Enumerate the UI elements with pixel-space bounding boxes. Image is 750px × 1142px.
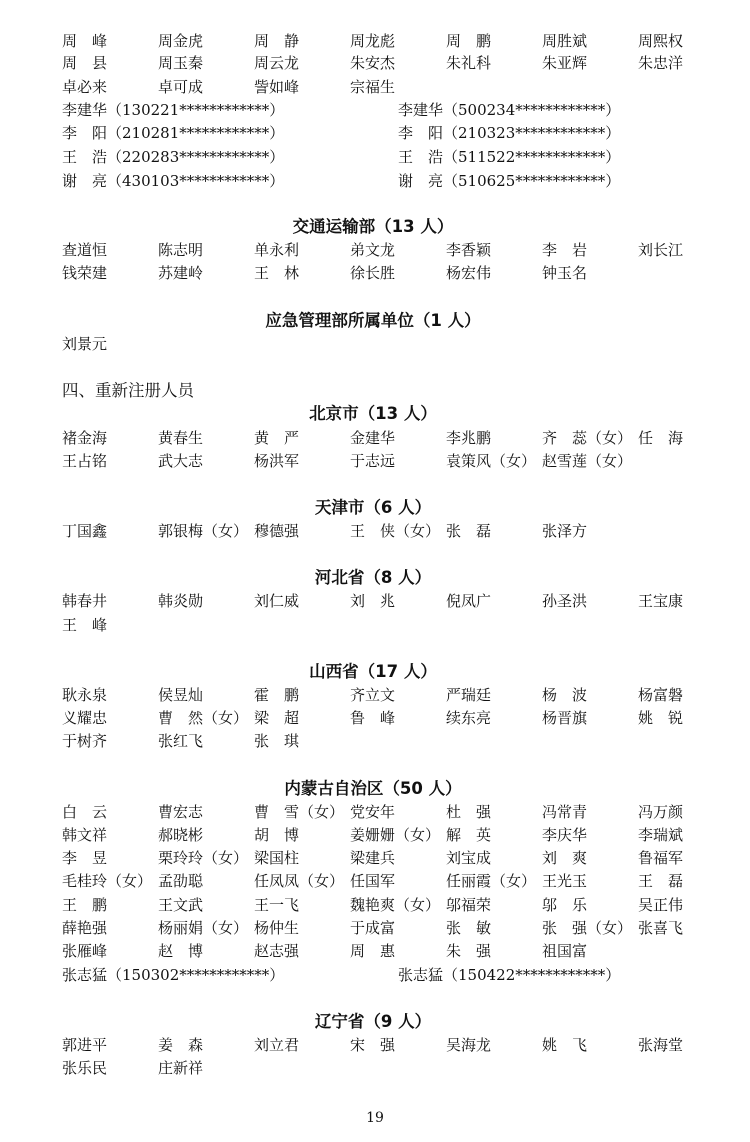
person-name: 刘长江 [638,241,684,259]
person-name: 钱荣建 [62,264,108,282]
person-name: 冯万颜 [638,803,684,821]
person-name: 张乐民 [62,1059,108,1077]
id-row [62,146,702,168]
person-name: 周龙彪 [350,32,396,50]
person-name: 陈志明 [158,241,204,259]
person-name: 黄春生 [158,429,204,447]
section-heading: 内蒙古自治区（50 人） [284,779,462,798]
person-name: 王文武 [158,896,204,914]
person-name: 朱 强 [446,942,492,960]
person-name: 齐立文 [350,686,396,704]
person-name: 姚 锐 [638,709,684,727]
person-name: 任 海 [638,429,684,447]
person-name: 韩春井 [62,592,108,610]
person-name: 周金虎 [158,32,204,50]
person-name: 李 昱 [62,849,108,867]
person-name: 赵 博 [158,942,204,960]
person-name: 张海堂 [638,1036,684,1054]
name-row [62,427,702,449]
section-heading: 辽宁省（9 人） [314,1012,432,1031]
person-id-entry: 李 阳（210323************） [398,124,621,142]
id-row [62,964,702,986]
person-name: 张红飞 [158,732,204,750]
person-name: 查道恒 [62,241,108,259]
person-name: 刘 兆 [350,592,396,610]
name-row [62,917,702,939]
person-name: 李庆华 [542,826,588,844]
person-name: 武大志 [158,452,204,470]
person-name: 李香颖 [446,241,492,259]
name-row [62,1034,702,1056]
person-name: 穆德强 [254,522,300,540]
person-name: 任国军 [350,872,396,890]
person-name: 单永利 [254,241,300,259]
name-row [62,520,702,542]
person-name: 张 琪 [254,732,300,750]
person-name: 韩炎勋 [158,592,204,610]
section-heading: 应急管理部所属单位（1 人） [265,311,481,330]
name-row [62,707,702,729]
page-number: 19 [366,1110,384,1126]
person-name: 刘景元 [62,335,108,353]
person-name: 朱礼科 [446,54,492,72]
person-name: 周熙权 [638,32,684,50]
person-name: 王光玉 [542,872,588,890]
person-name: 王 磊 [638,872,684,890]
person-name: 鲁福军 [638,849,684,867]
person-name: 李 岩 [542,241,588,259]
person-name: 朱亚辉 [542,54,588,72]
section-heading: 河北省（8 人） [314,568,432,587]
person-id-entry: 王 浩（511522************） [398,148,621,166]
name-row [62,684,702,706]
section-heading: 山西省（17 人） [309,662,437,681]
person-name: 郝晓彬 [158,826,204,844]
person-name: 齐 蕊（女） [542,429,633,447]
person-id-entry: 王 浩（220283************） [62,148,285,166]
person-name: 周 县 [62,54,108,72]
person-name: 丁国鑫 [62,522,108,540]
person-name: 刘 爽 [542,849,588,867]
person-name: 宗福生 [350,78,396,96]
person-name: 杨宏伟 [446,264,492,282]
person-name: 解 英 [446,826,492,844]
person-name: 党安年 [350,803,396,821]
person-name: 张 强（女） [542,919,633,937]
person-name: 于树齐 [62,732,108,750]
person-name: 栗玲玲（女） [158,849,249,867]
person-name: 白 云 [62,803,108,821]
name-row [62,262,702,284]
id-row [62,170,702,192]
person-name: 毛桂玲（女） [62,872,153,890]
person-name: 霍 鹏 [254,686,300,704]
person-id-entry: 谢 亮（510625************） [398,172,621,190]
section-heading: 交通运输部（13 人） [292,217,454,236]
name-row [62,1057,702,1079]
person-name: 刘仁威 [254,592,300,610]
person-name: 任凤凤（女） [254,872,345,890]
person-id-entry: 张志猛（150302************） [62,966,285,984]
person-name: 袁策风（女） [446,452,537,470]
person-name: 王 林 [254,264,300,282]
person-name: 王 峰 [62,616,108,634]
name-row [62,847,702,869]
person-name: 于成富 [350,919,396,937]
person-name: 黄 严 [254,429,300,447]
person-name: 冯常青 [542,803,588,821]
person-id-entry: 李 阳（210281************） [62,124,285,142]
person-name: 周玉秦 [158,54,204,72]
person-name: 任丽霞（女） [446,872,537,890]
person-id-entry: 李建华（500234************） [398,101,621,119]
person-name: 曹 然（女） [158,709,249,727]
person-id-entry: 李建华（130221************） [62,101,285,119]
person-name: 周云龙 [254,54,300,72]
person-name: 郭进平 [62,1036,108,1054]
person-name: 张雁峰 [62,942,108,960]
person-name: 李兆鹏 [446,429,492,447]
person-name: 杨丽娟（女） [158,919,249,937]
person-name: 朱安杰 [350,54,396,72]
person-name: 杨洪军 [254,452,300,470]
person-name: 曹宏志 [158,803,204,821]
person-name: 孟劭聪 [158,872,204,890]
person-name: 刘宝成 [446,849,492,867]
person-name: 张 敏 [446,919,492,937]
person-name: 刘立君 [254,1036,300,1054]
person-name: 杨富磐 [638,686,684,704]
person-name: 薛艳强 [62,919,108,937]
person-name: 邬福荣 [446,896,492,914]
person-name: 侯昱灿 [158,686,204,704]
name-row [62,30,702,52]
person-name: 梁国柱 [254,849,300,867]
person-name: 续东亮 [446,709,492,727]
id-row [62,122,702,144]
person-name: 张泽方 [542,522,588,540]
section-heading: 北京市（13 人） [309,404,437,423]
name-row [62,333,702,355]
person-name: 钟玉名 [542,264,588,282]
person-name: 周 惠 [350,942,396,960]
name-row [62,614,702,636]
person-name: 杜 强 [446,803,492,821]
person-name: 韩文祥 [62,826,108,844]
person-name: 宋 强 [350,1036,396,1054]
person-id-entry: 张志猛（150422************） [398,966,621,984]
person-name: 周胜斌 [542,32,588,50]
person-name: 周 鹏 [446,32,492,50]
person-name: 訾如峰 [254,78,300,96]
name-row [62,940,702,962]
person-name: 邬 乐 [542,896,588,914]
name-row [62,801,702,823]
person-name: 倪凤广 [446,592,492,610]
id-row [62,99,702,121]
person-name: 王宝康 [638,592,684,610]
name-row [62,590,702,612]
person-name: 张 磊 [446,522,492,540]
person-name: 王一飞 [254,896,300,914]
person-name: 卓必来 [62,78,108,96]
person-name: 姜 森 [158,1036,204,1054]
person-name: 梁建兵 [350,849,396,867]
person-name: 鲁 峰 [350,709,396,727]
person-name: 周 峰 [62,32,108,50]
name-row [62,730,702,752]
person-name: 魏艳爽（女） [350,896,441,914]
person-name: 褚金海 [62,429,108,447]
person-name: 弟文龙 [350,241,396,259]
person-name: 严瑞廷 [446,686,492,704]
person-name: 孙圣洪 [542,592,588,610]
person-name: 杨晋旗 [542,709,588,727]
person-name: 杨 波 [542,686,588,704]
person-name: 庄新祥 [158,1059,204,1077]
person-name: 胡 博 [254,826,300,844]
person-name: 李瑞斌 [638,826,684,844]
part-title: 四、重新注册人员 [62,381,194,400]
person-name: 王占铭 [62,452,108,470]
section-heading: 天津市（6 人） [314,498,432,517]
person-name: 梁 超 [254,709,300,727]
person-name: 耿永泉 [62,686,108,704]
name-row [62,894,702,916]
person-name: 徐长胜 [350,264,396,282]
name-row [62,824,702,846]
name-row [62,450,702,472]
person-name: 祖国富 [542,942,588,960]
person-name: 周 静 [254,32,300,50]
person-id-entry: 谢 亮（430103************） [62,172,285,190]
person-name: 赵雪莲（女） [542,452,633,470]
person-name: 于志远 [350,452,396,470]
person-name: 王 鹏 [62,896,108,914]
person-name: 吴正伟 [638,896,684,914]
person-name: 朱忠洋 [638,54,684,72]
name-row [62,76,702,98]
person-name: 曹 雪（女） [254,803,345,821]
person-name: 杨仲生 [254,919,300,937]
person-name: 张喜飞 [638,919,684,937]
person-name: 吴海龙 [446,1036,492,1054]
person-name: 苏建岭 [158,264,204,282]
person-name: 义耀忠 [62,709,108,727]
person-name: 金建华 [350,429,396,447]
person-name: 姚 飞 [542,1036,588,1054]
person-name: 赵志强 [254,942,300,960]
name-row [62,870,702,892]
person-name: 姜姗姗（女） [350,826,441,844]
person-name: 卓可成 [158,78,204,96]
person-name: 郭银梅（女） [158,522,249,540]
name-row [62,52,702,74]
name-row [62,239,702,261]
person-name: 王 侠（女） [350,522,441,540]
